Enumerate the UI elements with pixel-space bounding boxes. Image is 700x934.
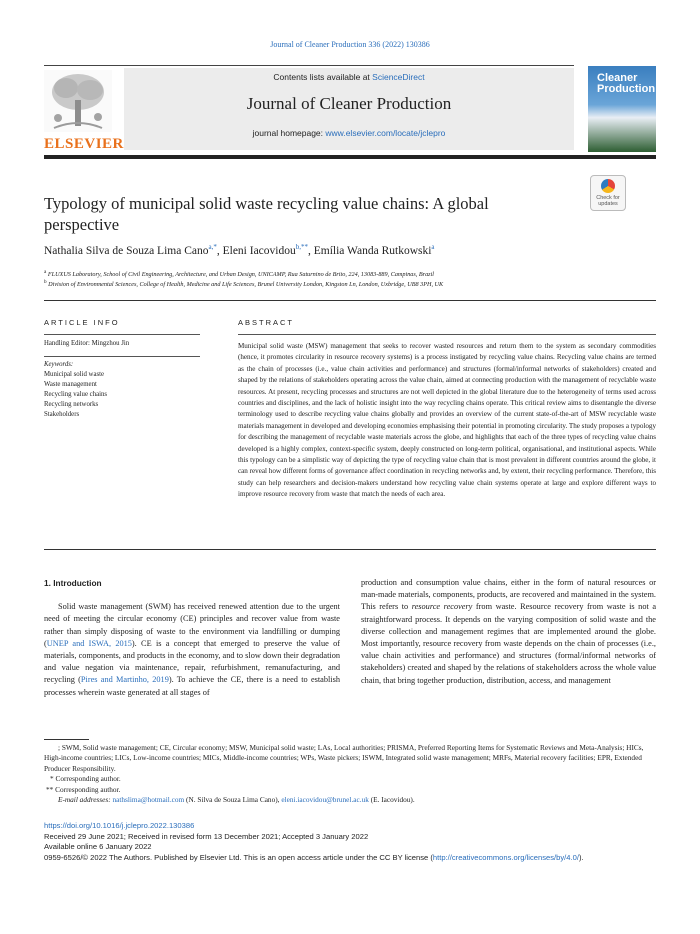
affiliation-mark: b xyxy=(44,279,47,285)
keyword-item: Waste management xyxy=(44,381,97,388)
license-link[interactable]: http://creativecommons.org/licenses/by/4.0/ xyxy=(432,852,579,862)
keyword-item: Recycling networks xyxy=(44,401,99,408)
journal-title: Journal of Cleaner Production xyxy=(246,94,452,113)
abbreviations-footnote: ; SWM, Solid waste management; CE, Circular economy; MSW, Municipal solid waste; LAs, Local authorities; PRISMA, Preferred Reporting Items for Systematic Reviews and Meta-Analysis; HICs, High-income countries; LICs, Low-income countries; MICs, Middle-income countries; WPs, Waste pickers; ISWM, Integrated solid waste management; MRFs, Material recovery facilities; EPR, Extended Producer Responsibility. xyxy=(44,743,644,773)
citation-link[interactable]: Pires and Martinho, 2019 xyxy=(80,675,169,685)
affiliation-text: FLUXUS Laboratory, School of Civil Engineering, Architecture, and Urban Design, UNICAMP, Rua Saturnino de Brito, 224, 13083-889, Campinas, Brazil xyxy=(47,271,435,279)
keywords-label: Keywords: xyxy=(44,361,74,368)
intro-left-column xyxy=(44,577,340,699)
keyword-item: Municipal solid waste xyxy=(44,371,105,378)
sciencedirect-link[interactable]: ScienceDirect xyxy=(372,72,425,82)
doi-link[interactable]: https://doi.org/10.1016/j.jclepro.2022.130386 xyxy=(44,821,195,830)
abstract-text: Municipal solid waste (MSW) management that seeks to recover wasted resources and return them to the system as secondary commodities (hence, it promotes circularity in resource recovery systems) is a process instigated by recycling value chains. Recycling value chains are termed as the chain of processes (i.e., value chain activities and performance) and structures (formal/informal networks of stakeholders) created and shaped by the relations of stakeholders operating across the value chain, aimed at connecting production with the management of recyclable waste resources. At present, recycling processes and structures are not well depicted in the global literature due to the heterogeneity of terms used across countries and disciplines, and the lack of holistic insight into the way recycling chains operate. This critical review aims to disentangle the diverse terminology used to describe recycling value chains globally and provides an overview of the current state-of-the-art of MSW recyclable waste materials management in developed and developing economies emphasising their potential in promoting circularity. The study proposes a typology for describing the management of recyclable waste materials across the globe, and highlights that each of the three types of recycling value chains developed is a highly complex, context-specific system, deeply constructed on long-term political, organisational, and institutional aspects. While this typology can be a simplistic way of depicting the type of recycling value chain that is most prevalent in different countries around the globe, it can reveal how different forms of governance affect coordination in recycling networks and, by extent, their recycling performance. Therefore, this study can help researchers and decision-makers understand how recycling value chain systems operate at large and explore different ways to improve resource recovery from waste that match the needs of each area. xyxy=(238,334,656,501)
intro-text: Solid waste management (SWM) has received renewed attention due to the urgent need of meeting the circular economy (CE) principles and recover value from waste rather than simply disposing of waste to the environment via landfilling or dumping ( xyxy=(44,602,340,648)
author-list: Nathalia Silva de Souza Lima Cano$^{a,*}$, Eleni Iacovidou$^{b,**}$, Emília Wanda Rutkowski$^a$ xyxy=(44,243,435,257)
author-affil-mark[interactable]: b,** xyxy=(295,243,308,251)
header-thick-rule xyxy=(44,155,656,159)
info-rule xyxy=(44,356,200,357)
intro-paragraph xyxy=(44,601,340,699)
article-info xyxy=(44,318,200,420)
author-name[interactable]: Emília Wanda Rutkowski xyxy=(313,244,432,257)
info-rule xyxy=(44,334,200,335)
cover-line-2: Production xyxy=(597,83,656,95)
citation-link[interactable]: UNEP and ISWA, 2015 xyxy=(46,638,132,648)
intro-text: ). To achieve the CE, there is a need to establish processes wherein waste generated at all stages of xyxy=(44,675,340,697)
intro-emphasis: resource recovery xyxy=(411,602,473,612)
article-title: Typology of municipal solid waste recycling value chains: A global perspective xyxy=(44,194,489,234)
keyword-item: Stakeholders xyxy=(44,411,80,418)
intro-heading: 1. Introduction xyxy=(44,578,102,588)
keyword-item: Recycling value chains xyxy=(44,391,108,398)
author-affil-mark[interactable]: a xyxy=(431,243,435,251)
masthead-rule xyxy=(44,65,574,66)
contents-line xyxy=(124,72,574,82)
check-updates-icon xyxy=(601,179,615,193)
cover-title xyxy=(588,66,656,95)
badge-line-1: Check for xyxy=(596,195,620,201)
footnotes xyxy=(44,743,656,805)
affiliation-text: Division of Environmental Sciences, College of Health, Medicine and Life Sciences, Brunel University London, Kingston Ln, London, Uxbridge, UB8 3PH, UK xyxy=(48,281,444,289)
elsevier-wordmark: ELSEVIER xyxy=(44,136,124,152)
intro-text: production and consumption value chains, either in the form of natural resources or man-made materials, components, products, are recovered and maintained in the system. This refers to xyxy=(361,578,656,612)
email-addresses xyxy=(44,795,656,805)
journal-cover-image[interactable] xyxy=(588,66,656,152)
affiliation-a xyxy=(44,269,434,278)
publication-info xyxy=(44,821,656,863)
author-name[interactable]: Eleni Iacovidou xyxy=(222,244,296,257)
homepage-prefix: journal homepage: xyxy=(252,128,326,138)
license-line xyxy=(44,853,656,864)
intro-text: from waste. Resource recovery from waste is not a straightforward process. It depends on the varying composition of solid waste and the diverse collection and management regimes that are implemented around the globe. Most importantly, resource recovery from waste depends on the chain of processes (i.e., value chain activities and performance) and structures (formal/informal networks of stakeholders) created and shaped by the relations of stakeholders across the whole value chain, that bring together production, distribution, access, and management xyxy=(361,602,657,685)
journal-masthead xyxy=(124,68,574,150)
cover-line-1: Cleaner xyxy=(597,72,638,84)
elsevier-tree-icon xyxy=(44,70,112,132)
divider-rule xyxy=(44,300,656,301)
footnote-rule xyxy=(44,739,89,740)
abstract-label: ABSTRACT xyxy=(238,318,295,327)
elsevier-logo[interactable] xyxy=(44,70,124,152)
email-link[interactable]: nathslima@hotmail.com xyxy=(112,795,185,805)
corresponding-author-note: * Corresponding author. xyxy=(50,774,121,784)
handling-editor: Handling Editor: Mingzhou Jin xyxy=(44,340,130,347)
journal-citation[interactable]: Journal of Cleaner Production 336 (2022) 130386 xyxy=(270,40,430,49)
author-name[interactable]: Nathalia Silva de Souza Lima Cano xyxy=(44,244,209,257)
email-owner: (N. Silva de Souza Lima Cano), xyxy=(184,795,282,805)
abstract xyxy=(238,318,656,501)
badge-line-2: updates xyxy=(598,201,618,207)
homepage-line xyxy=(124,128,574,138)
license-text: ). xyxy=(578,852,584,862)
affiliation-b xyxy=(44,279,443,288)
check-for-updates-button[interactable] xyxy=(590,175,626,211)
article-info-label: ARTICLE INFO xyxy=(44,318,120,327)
email-owner: (E. Iacovidou). xyxy=(368,795,415,805)
affiliation-mark: a xyxy=(44,269,47,275)
corresponding-author-note: ** Corresponding author. xyxy=(46,784,121,794)
available-online: Available online 6 January 2022 xyxy=(44,842,152,852)
email-label: E-mail addresses: xyxy=(58,795,113,805)
author-affil-mark[interactable]: a,* xyxy=(208,243,217,251)
homepage-link[interactable]: www.elsevier.com/locate/jclepro xyxy=(325,128,446,138)
intro-text: ). CE is a concept that emerged to preserve the value of materials, components, and products in the economy, and to slow down their degradation and value negation via maintenance, repair, refurbishment, remanufacturing, and recycling ( xyxy=(44,638,340,685)
contents-prefix: Contents lists available at xyxy=(273,72,373,82)
divider-rule xyxy=(44,549,656,550)
received-dates: Received 29 June 2021; Received in revised form 13 December 2021; Accepted 3 January 2022 xyxy=(44,831,369,841)
license-text: 0959-6526/© 2022 The Authors. Published by Elsevier Ltd. This is an open access article under the CC BY license ( xyxy=(44,852,433,862)
intro-right-column xyxy=(361,577,656,687)
email-link[interactable]: eleni.iacovidou@brunel.ac.uk xyxy=(281,795,369,805)
